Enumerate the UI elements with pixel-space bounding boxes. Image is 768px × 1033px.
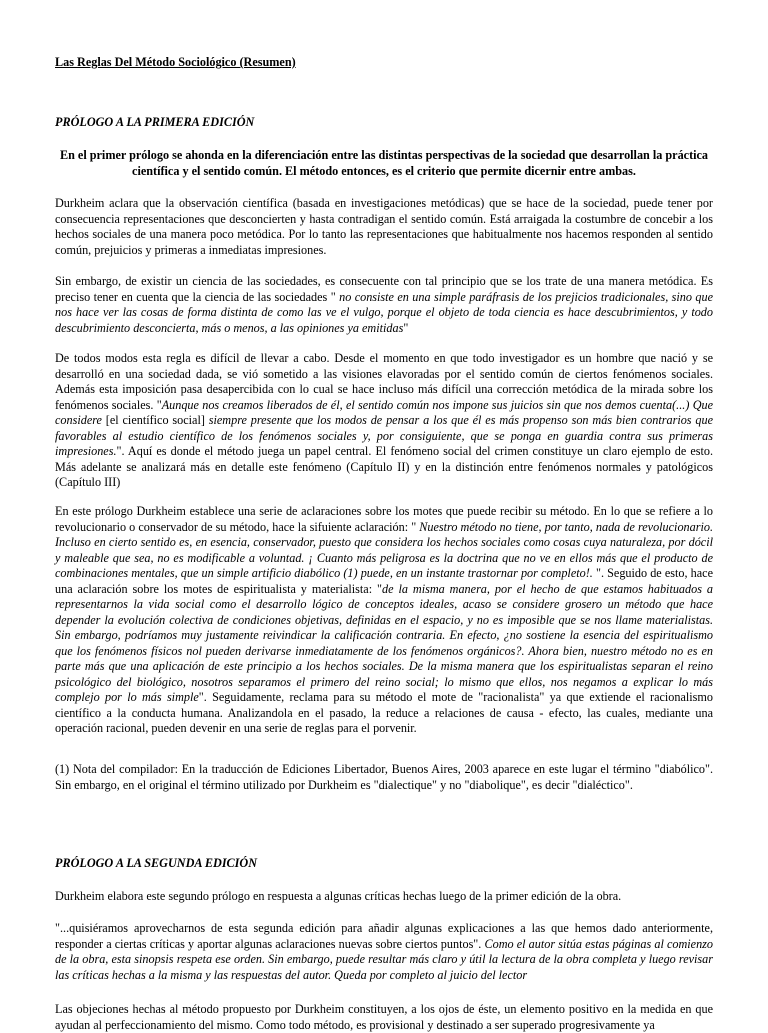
section1-paragraph-4 xyxy=(55,504,713,737)
section1-paragraph-1: Durkheim aclara que la observación científica (basada en investigaciones metódicas) que se hace de la sociedad, puede tener por consecuencia representaciones que desconcierten y hasta contradigan el sentido común. Está arraigada la costumbre de concebir a los hechos sociales de una manera poco metódica. Por lo tanto las representaciones que habitualmente nos hacemos responden al sentido común, prejuicios y primeras a inmediatas impresiones. xyxy=(55,196,713,257)
section-heading-primera-edicion: PRÓLOGO A LA PRIMERA EDICIÓN xyxy=(55,115,255,129)
section1-paragraph-3 xyxy=(55,351,713,491)
paragraph-quote: no consiste en una simple paráfrasis de los prejicios tradicionales, sino que nos hace ver las cosas de forma distinta de como las ve el vulgo, porque el objeto de toda ciencia es hace descubrimientos, y todo descubrimiento desconcierta, más o menos, a las opiniones ya emitidas xyxy=(55,289,713,335)
section1-paragraph-2 xyxy=(55,274,713,336)
paragraph-quote: Aunque nos creamos liberados de él, el sentido común nos impone sus juicios sin que nos demos cuenta(...) Que considere xyxy=(55,397,713,427)
compiler-note: (1) Nota del compilador: En la traducción de Ediciones Libertador, Buenos Aires, 2003 aparece en este lugar el término "diabólico". Sin embargo, en el original el término utilizado por Durkheim es "dialectique" y no "diabolique", es decir "dialéctico". xyxy=(55,762,713,792)
paragraph-text: ". Aquí es donde el método juega un papel central. El fenómeno social del crimen constituye un claro ejemplo de esto. Más adelante se analizará más en detalle este fenómeno (Capítulo II) y en la distinción entre fenómenos normales y patológicos (Capítulo III) xyxy=(55,444,713,489)
paragraph-text: [el científico social] xyxy=(101,413,209,427)
section1-summary: En el primer prólogo se ahonda en la diferenciación entre las distintas perspectivas de la sociedad que desarrollan la práctica científica y el sentido común. El método entonces, es el criterio que permite dicernir entre ambas. xyxy=(59,148,709,178)
section-heading-segunda-edicion: PRÓLOGO A LA SEGUNDA EDICIÓN xyxy=(55,856,258,870)
paragraph-quote: Nuestro método no tiene, por tanto, nada de revolucionario. Incluso en cierto sentido es, en esencia, conservador, puesto que considera los hechos sociales como cosas cuya naturaleza, por dócil y maleable que sea, no es modificable a voluntad. ¡ Cuanto más peligrosa es la doctrina que no ve en ellos más que el producto de combinaciones mentales, que un simple artificio diabólico (1) puede, en un instante trastornar por completo!. xyxy=(55,519,713,580)
section2-paragraph-2 xyxy=(55,921,713,983)
document-title: Las Reglas Del Método Sociológico (Resumen) xyxy=(55,55,296,69)
paragraph-quote: siempre presente que los modos de pensar a los que él es más propenso son más bien contrarios que favorables al estudio científico de los fenómenos sociales y, por consiguiente, que se ponga en guardia contra sus primeras impresiones. xyxy=(55,413,713,458)
paragraph-text: De todos modos esta regla es difícil de llevar a cabo. Desde el momento en que todo investigador es un hombre que nació y se desarrolló en una sociedad dada, se vió sometido a las visiones elavoradas por el sentido común de ciertos fenómenos sociales. Además esta imposición pasa desapercibida con lo cual se hace incluso más difícil una corrección metódica de la mirada sobre los fenómenos sociales. " xyxy=(55,351,713,412)
paragraph-text: Sin embargo, de existir un ciencia de las sociedades, es consecuente con tal principio que se los trate de una manera metódica. Es preciso tener en cuenta que la ciencia de las sociedades " xyxy=(55,274,713,304)
paragraph-text: "...quisiéramos aprovecharnos de esta segunda edición para añadir algunas explicaciones a las que hemos dado anteriormente, responder a ciertas críticas y aportar algunas aclaraciones nuevas sobre ciertos puntos". xyxy=(55,921,713,951)
section2-paragraph-3: Las objeciones hechas al método propuesto por Durkheim constituyen, a los ojos de éste, un elemento positivo en la medida en que ayudan al perfeccionamiento del mismo. Como todo método, es provisional y destinado a ser superado progresivamente ya xyxy=(55,1002,713,1032)
paragraph-text: " xyxy=(403,320,409,335)
paragraph-text: ". Seguido de esto, hace una aclaración sobre los motes de espiritualista y materialista: " xyxy=(55,566,714,596)
paragraph-text: En este prólogo Durkheim establece una serie de aclaraciones sobre los motes que puede recibir su método. En lo que se refiere a lo revolucionario o conservador de su método, hace la sifuiente aclaración: " xyxy=(55,504,713,534)
section2-paragraph-1: Durkheim elabora este segundo prólogo en respuesta a algunas críticas hechas luego de la primer edición de la obra. xyxy=(55,889,622,903)
paragraph-quote: de la misma manera, por el hecho de que estamos habituados a representarnos la vida social como el desarrollo lógico de conceptos ideales, acaso se considere grosero un método que hace depender la evolución colectiva de condiciones objetivas, definidas en el espacio, y no es imposible que se nos llame materialistas. Sin embargo, podríamos muy justamente reivindicar la calificación contraria. En efecto, ¿no sostiene la esencia del espiritualismo que los fenómenos físicos nol pueden derivarse inmediatamente de los fenómenos orgánicos?. Ahora bien, nuestro método no es en parte más que una aplicación de este principio a los hechos sociales. De la misma manera que los espiritualistas separan el reino psicológico del biológico, nosotros separamos el primero del reino social; lo mismo que ellos, nos negamos a explicar lo más complejo por lo más simple xyxy=(55,581,713,704)
paragraph-text: ". Seguidamente, reclama para su método el mote de "racionalista" ya que extiende el racionalismo científico a la conducta humana. Analizandola en el pasado, la reduce a relaciones de causa - efecto, las cuales, mediante una operación racional, pueden devenir en una serie de reglas para el porvenir. xyxy=(55,690,713,735)
paragraph-quote: Como el autor sitúa estas páginas al comienzo de la obra, esta sinopsis respeta ese orden. Sin embargo, puede resultar más claro y útil la lectura de la obra completa y luego revisar las críticas hechas a la misma y las respuestas del autor. Queda por completo al juicio del lector xyxy=(55,936,713,982)
